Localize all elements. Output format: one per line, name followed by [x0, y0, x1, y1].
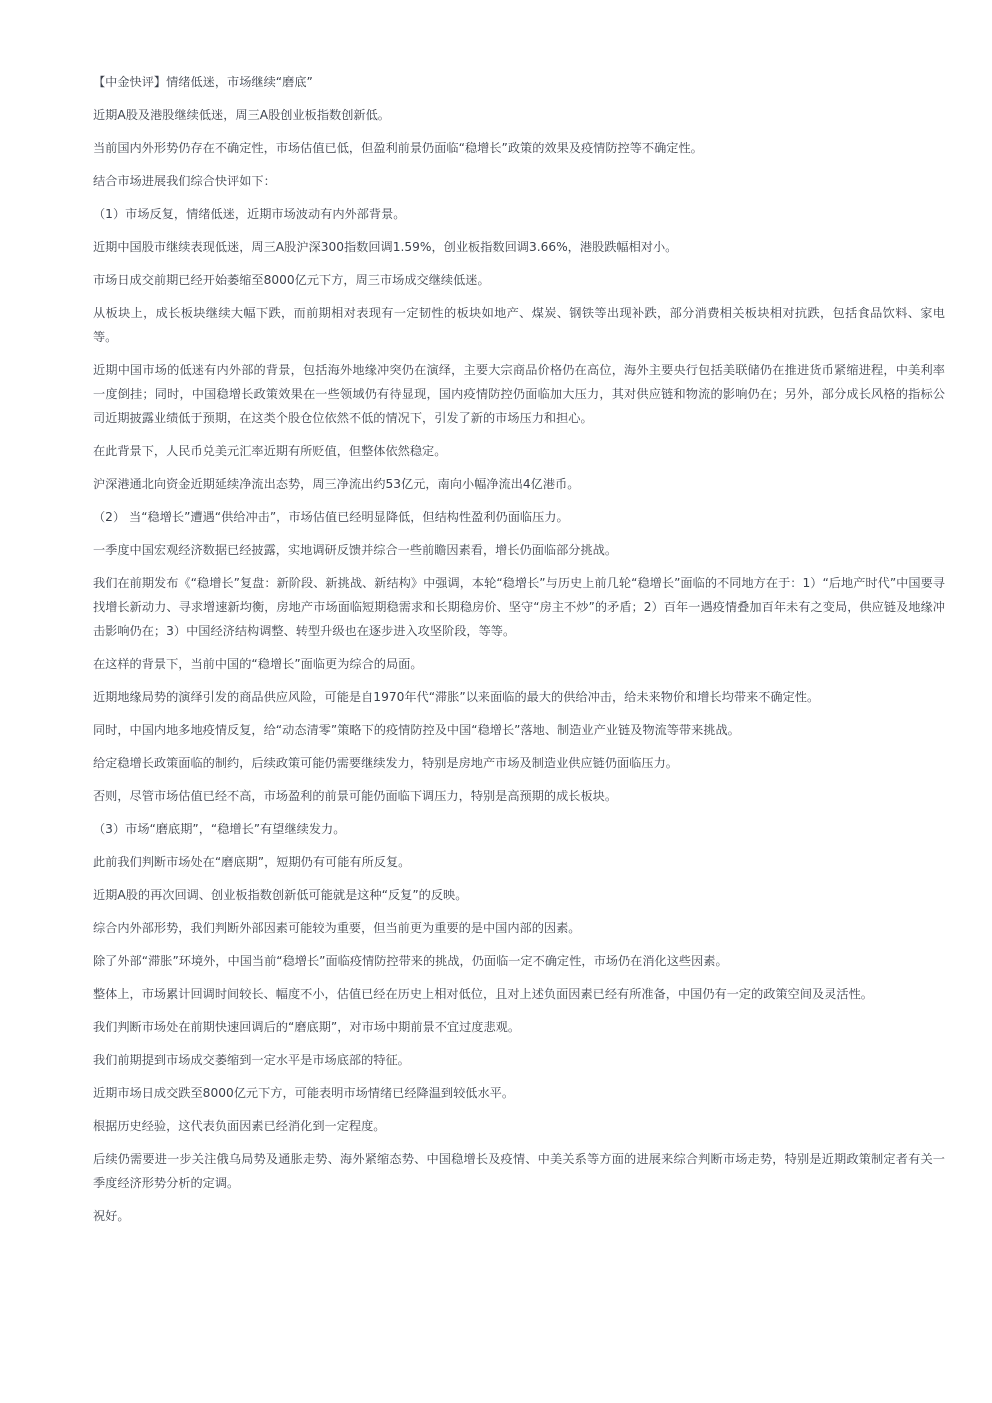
section-heading: （2） 当“稳增长”遭遇“供给冲击”，市场估值已经明显降低，但结构性盈利仍面临压力。	[93, 510, 569, 524]
paragraph: 此前我们判断市场处在“磨底期”，短期仍有可能有所反复。	[93, 855, 411, 869]
paragraph: 近期A股的再次回调、创业板指数创新低可能就是这种“反复”的反映。	[93, 888, 468, 902]
paragraph: 我们判断市场处在前期快速回调后的“磨底期”，对市场中期前景不宜过度悲观。	[93, 1020, 521, 1034]
closing-text: 祝好。	[93, 1209, 130, 1223]
paragraph: 我们在前期发布《“稳增长”复盘：新阶段、新挑战、新结构》中强调，本轮“稳增长”与历史上前几轮“稳增长”面临的不同地方在于：1）“后地产时代”中国要寻找增长新动力、寻求增速新均衡，房地产市场面临短期稳需求和长期稳房价、坚守“房主不炒”的矛盾；2）百年一遇疫情叠加百年未有之变局，供应链及地缘冲击影响仍在；3）中国经济结构调整、转型升级也在逐步进入攻坚阶段，等等。	[93, 576, 945, 638]
paragraph: 市场日成交前期已经开始萎缩至8000亿元下方，周三市场成交继续低迷。	[93, 273, 490, 287]
paragraph: 结合市场进展我们综合快评如下：	[93, 174, 276, 188]
paragraph: 除了外部“滞胀”环境外，中国当前“稳增长”面临疫情防控带来的挑战，仍面临一定不确定性，市场仍在消化这些因素。	[93, 954, 728, 968]
paragraph: 我们前期提到市场成交萎缩到一定水平是市场底部的特征。	[93, 1053, 410, 1067]
paragraph: 近期中国股市继续表现低迷，周三A股沪深300指数回调1.59%，创业板指数回调3.66%，港股跌幅相对小。	[93, 240, 678, 254]
paragraph: 在这样的背景下，当前中国的“稳增长”面临更为综合的局面。	[93, 657, 423, 671]
paragraph: 近期中国市场的低迷有内外部的背景，包括海外地缘冲突仍在演绎，主要大宗商品价格仍在高位，海外主要央行包括美联储仍在推进货币紧缩进程，中美利率一度倒挂；同时，中国稳增长政策效果在一些领域仍有待显现，国内疫情防控仍面临加大压力，其对供应链和物流的影响仍在；另外，部分成长风格的指标公司近期披露业绩低于预期，在这类个股仓位依然不低的情况下，引发了新的市场压力和担心。	[93, 363, 945, 425]
paragraph: 后续仍需要进一步关注俄乌局势及通胀走势、海外紧缩态势、中国稳增长及疫情、中美关系等方面的进展来综合判断市场走势，特别是近期政策制定者有关一季度经济形势分析的定调。	[93, 1152, 945, 1190]
section-heading: （3）市场“磨底期”，“稳增长”有望继续发力。	[93, 822, 346, 836]
paragraph: 在此背景下，人民币兑美元汇率近期有所贬值，但整体依然稳定。	[93, 444, 447, 458]
paragraph: 整体上，市场累计回调时间较长、幅度不小，估值已经在历史上相对低位，且对上述负面因素已经有所准备，中国仍有一定的政策空间及灵活性。	[93, 987, 873, 1001]
paragraph: 给定稳增长政策面临的制约，后续政策可能仍需要继续发力，特别是房地产市场及制造业供应链仍面临压力。	[93, 756, 678, 770]
section-heading: （1）市场反复，情绪低迷，近期市场波动有内外部背景。	[93, 207, 406, 221]
document-body	[93, 62, 945, 1228]
paragraph: 近期市场日成交跌至8000亿元下方，可能表明市场情绪已经降温到较低水平。	[93, 1086, 515, 1100]
paragraph: 近期地缘局势的演绎引发的商品供应风险，可能是自1970年代“滞胀”以来面临的最大的供给冲击，给未来物价和增长均带来不确定性。	[93, 690, 820, 704]
paragraph: 否则，尽管市场估值已经不高，市场盈利的前景可能仍面临下调压力，特别是高预期的成长板块。	[93, 789, 618, 803]
paragraph: 同时，中国内地多地疫情反复，给“动态清零”策略下的疫情防控及中国“稳增长”落地、制造业产业链及物流等带来挑战。	[93, 723, 740, 737]
paragraph: 近期A股及港股继续低迷，周三A股创业板指数创新低。	[93, 108, 390, 122]
document-title: 【中金快评】情绪低迷，市场继续“磨底”	[93, 75, 313, 89]
paragraph: 根据历史经验，这代表负面因素已经消化到一定程度。	[93, 1119, 386, 1133]
paragraph: 当前国内外形势仍存在不确定性，市场估值已低，但盈利前景仍面临“稳增长”政策的效果及疫情防控等不确定性。	[93, 141, 703, 155]
paragraph: 一季度中国宏观经济数据已经披露，实地调研反馈并综合一些前瞻因素看，增长仍面临部分挑战。	[93, 543, 618, 557]
paragraph: 从板块上，成长板块继续大幅下跌，而前期相对表现有一定韧性的板块如地产、煤炭、钢铁等出现补跌，部分消费相关板块相对抗跌，包括食品饮料、家电等。	[93, 306, 945, 344]
paragraph: 沪深港通北向资金近期延续净流出态势，周三净流出约53亿元，南向小幅净流出4亿港币。	[93, 477, 580, 491]
paragraph: 综合内外部形势，我们判断外部因素可能较为重要，但当前更为重要的是中国内部的因素。	[93, 921, 581, 935]
